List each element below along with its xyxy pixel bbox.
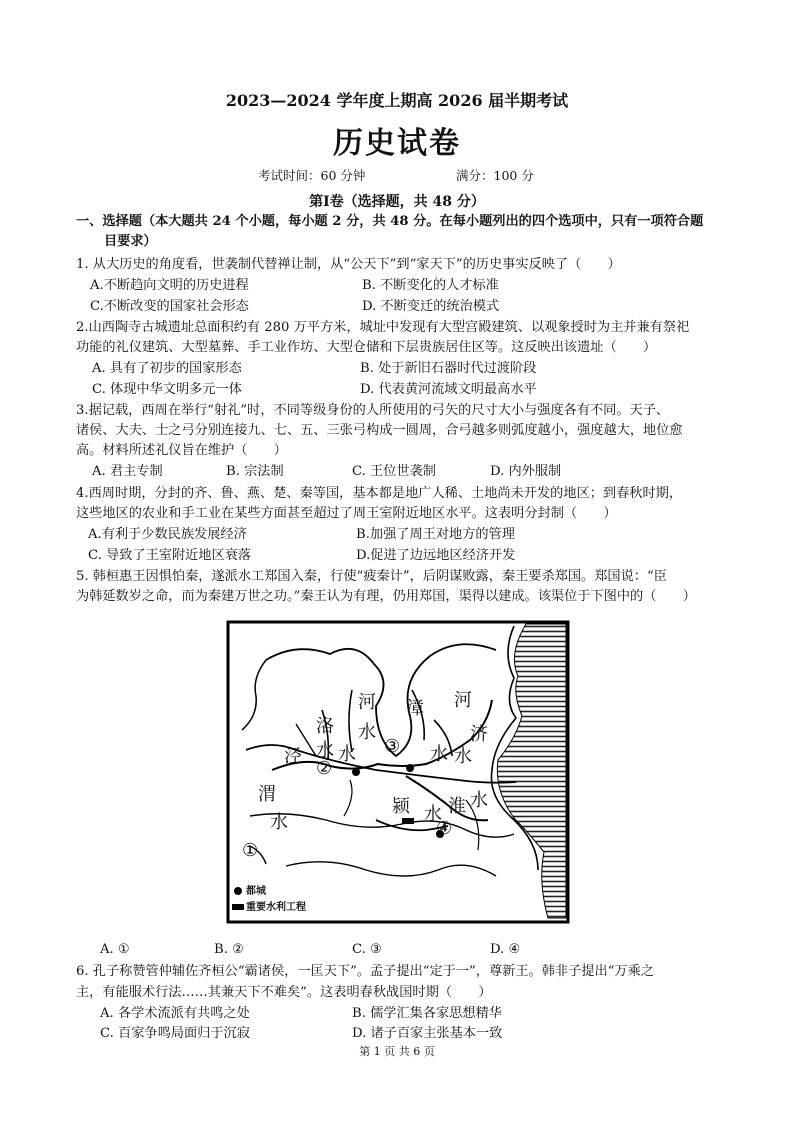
river-label-jing-2: 水 — [338, 744, 356, 765]
q6-option-d: D. 诸子百家主张基本一致 — [352, 1026, 503, 1041]
q4-option-d: D.促进了边远地区经济开发 — [356, 548, 516, 563]
river-label-he-north: 河 — [358, 692, 376, 713]
q3-stem-2: 诸侯、大夫、士之弓分别连接九、七、五、三张弓构成一圆周，合弓越多则弧度越小，强度越大，地位愈 — [76, 423, 683, 438]
q6-stem-1: 6. 孔子称赞管仲辅佐齐桓公“霸诸侯，一匡天下”。孟子提出“定于一”，尊新王。韩非子提出“万乘之 — [76, 964, 654, 979]
river-label-zhang-2: 水 — [430, 744, 448, 765]
q3-stem-3: 高。材料所述礼仪旨在维护（ ） — [76, 443, 287, 458]
marker-1: ① — [242, 840, 259, 861]
section-title: 第Ⅰ卷（选择题，共 48 分） — [309, 194, 485, 210]
q5-option-a: A. ① — [100, 942, 130, 957]
ancient-china-water-map — [226, 620, 570, 924]
q5-stem-1: 5. 韩桓惠王因惧怕秦，遂派水工郑国入秦，行使“疲秦计”，后阴谋败露，秦王要杀郑国。郑国说：“臣 — [76, 569, 667, 584]
legend-capital: 都城 — [246, 886, 266, 897]
q4-stem-1: 4.西周时期，分封的齐、鲁、燕、楚、秦等国，基本都是地广人稀、土地尚未开发的地区；到春秋时期， — [76, 486, 683, 501]
q3-option-b: B. 宗法制 — [226, 464, 284, 479]
river-label-ying-2: 水 — [424, 804, 442, 825]
q1-stem: 1. 从大历史的角度看，世袭制代替禅让制，从“公天下”到“家天下”的历史事实反映了（ ） — [76, 257, 621, 272]
q5-option-c: C. ③ — [352, 942, 382, 957]
river-label-he-north-2: 水 — [358, 722, 376, 743]
river-label-zhang: 漳 — [406, 698, 424, 719]
q3-option-d: D. 内外服制 — [490, 464, 562, 479]
q2-stem-2: 功能的礼仪建筑、大型墓葬、手工业作坊、大型仓储和下层贵族居住区等。这反映出该遗址（ ） — [76, 340, 657, 355]
q2-stem-1: 2.山西陶寺古城遗址总面积约有 280 万平方米，城址中发现有大型宫殿建筑、以观象授时为主并兼有祭祀 — [76, 320, 690, 335]
q2-option-d: D. 代表黄河流域文明最高水平 — [360, 382, 537, 397]
q3-option-a: A. 君主专制 — [92, 464, 163, 479]
q6-option-c: C. 百家争鸣局面归于沉寂 — [100, 1026, 250, 1041]
section-instruction-1: 一、选择题（本大题共 24 个小题，每小题 2 分，共 48 分。在每小题列出的四个选项中，只有一项符合题 — [76, 214, 704, 229]
full-score: 满分：100 分 — [456, 168, 534, 183]
river-label-ji-2: 水 — [454, 746, 472, 767]
q3-option-c: C. 王位世袭制 — [352, 464, 436, 479]
exam-title: 2023—2024 学年度上期高 2026 届半期考试 — [225, 91, 569, 110]
map-legend — [232, 884, 336, 920]
marker-3: ③ — [384, 736, 401, 757]
marker-4: ④ — [436, 818, 453, 839]
river-label-ji: 济 — [470, 724, 488, 745]
q5-option-d: D. ④ — [490, 942, 521, 957]
subject-title: 历史试卷 — [333, 126, 461, 161]
river-label-wei: 渭 — [258, 784, 276, 805]
page-number: 第 1 页 共 6 页 — [359, 1045, 435, 1058]
river-label-wei-2: 水 — [270, 812, 288, 833]
q1-option-d: D. 不断变迁的统治模式 — [362, 299, 500, 314]
river-label-he: 河 — [454, 690, 472, 711]
river-label-luo-2: 水 — [316, 740, 334, 761]
river-label-jing: 泾 — [284, 746, 302, 767]
q4-option-a: A.有利于少数民族发展经济 — [88, 527, 247, 542]
q2-option-c: C. 体现中华文明多元一体 — [92, 382, 242, 397]
q3-stem-1: 3.据记载，西周在举行“射礼”时，不同等级身份的人所使用的弓矢的尺寸大小与强度各有不同。天子、 — [76, 403, 670, 418]
capital-legend-icon — [234, 887, 242, 895]
q4-option-b: B.加强了周王对地方的管理 — [356, 527, 515, 542]
marker-2: ② — [316, 758, 333, 779]
q2-option-b: B. 处于新旧石器时代过渡阶段 — [360, 361, 537, 376]
q1-option-c: C.不断改变的国家社会形态 — [90, 299, 249, 314]
legend-water-project: 重要水利工程 — [246, 902, 306, 913]
q5-stem-2: 为韩延数岁之命，而为秦建万世之功。”秦王认为有理，仍用郑国，渠得以建成。该渠位于下图中的（ ） — [76, 589, 696, 604]
exam-time: 考试时间：60 分钟 — [258, 168, 366, 183]
river-label-huai-2: 水 — [470, 790, 488, 811]
q6-stem-2: 主，有能服术行法……其兼天下不难矣”。这表明春秋战国时期（ ） — [76, 985, 492, 1000]
q6-option-a: A. 各学术流派有共鸣之处 — [100, 1006, 250, 1021]
q1-option-a: A.不断趋向文明的历史进程 — [90, 278, 249, 293]
q4-option-c: C. 导致了王室附近地区衰落 — [88, 548, 252, 563]
water-project-legend-icon — [232, 904, 244, 910]
q4-stem-2: 这些地区的农业和手工业在某些方面甚至超过了周王室附近地区水平。这表明分封制（ ） — [76, 506, 617, 521]
section-instruction-2: 目要求） — [104, 234, 157, 249]
q6-option-b: B. 儒学汇集各家思想精华 — [352, 1006, 502, 1021]
q5-option-b: B. ② — [214, 942, 244, 957]
q1-option-b: B. 不断变化的人才标准 — [362, 278, 499, 293]
q2-option-a: A. 具有了初步的国家形态 — [92, 361, 242, 376]
river-label-ying: 颍 — [392, 796, 410, 817]
river-label-luo: 洛 — [316, 716, 334, 737]
river-label-huai: 淮 — [448, 796, 466, 817]
